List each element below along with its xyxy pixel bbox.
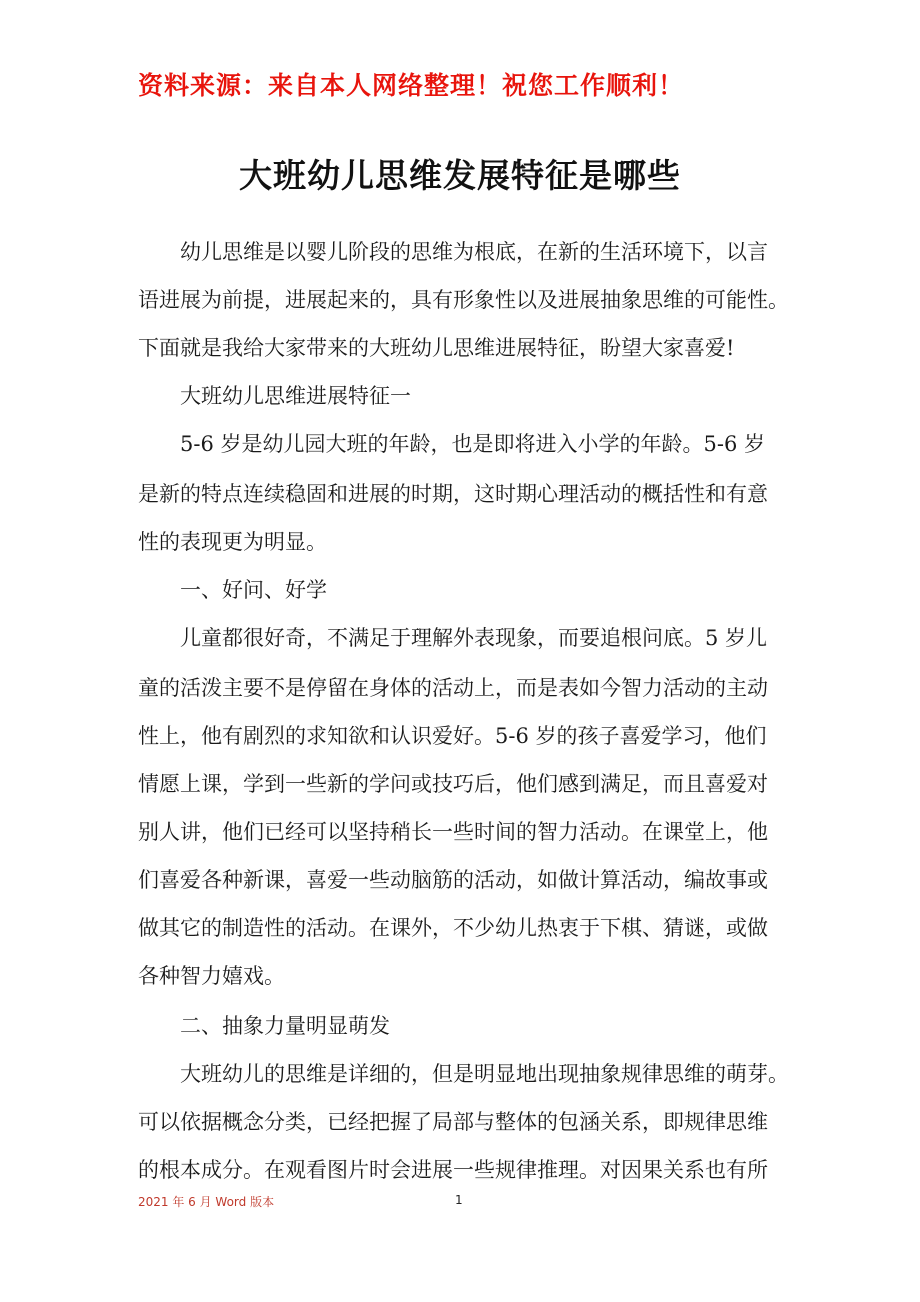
section-heading: 大班幼儿思维进展特征一 (180, 384, 411, 408)
paragraph-line: 性的表现更为明显。 (138, 530, 327, 554)
paragraph-line: 是新的特点连续稳固和进展的时期，这时期心理活动的概括性和有意 (138, 482, 768, 506)
paragraph-line: 儿童都很好奇，不满足于理解外表现象，而要追根问底。5 岁儿 (180, 626, 768, 650)
section-heading: 二、抽象力量明显萌发 (180, 1014, 390, 1038)
paragraph-line: 可以依据概念分类，已经把握了局部与整体的包涵关系，即规律思维 (138, 1110, 768, 1134)
paragraph-line: 们喜爱各种新课，喜爱一些动脑筋的活动，如做计算活动，编故事或 (138, 868, 768, 892)
paragraph-line: 语进展为前提，进展起来的，具有形象性以及进展抽象思维的可能性。 (138, 288, 789, 312)
paragraph-line: 下面就是我给大家带来的大班幼儿思维进展特征，盼望大家喜爱! (138, 336, 735, 360)
section-heading: 一、好问、好学 (180, 578, 327, 602)
paragraph-line: 别人讲，他们已经可以坚持稍长一些时间的智力活动。在课堂上，他 (138, 820, 768, 844)
footer-date: 2021 年 6 月 Word 版本 (138, 1195, 275, 1209)
paragraph-line: 做其它的制造性的活动。在课外，不少幼儿热衷于下棋、猜谜，或做 (138, 916, 768, 940)
document-title: 大班幼儿思维发展特征是哪些 (239, 156, 681, 195)
paragraph-line: 的根本成分。在观看图片时会进展一些规律推理。对因果关系也有所 (138, 1158, 768, 1182)
paragraph-line: 情愿上课，学到一些新的学问或技巧后，他们感到满足，而且喜爱对 (138, 772, 768, 796)
source-banner: 资料来源：来自本人网络整理！祝您工作顺利！ (138, 71, 685, 100)
paragraph-line: 大班幼儿的思维是详细的，但是明显地出现抽象规律思维的萌芽。 (180, 1062, 789, 1086)
paragraph-line: 性上，他有剧烈的求知欲和认识爱好。5-6 岁的孩子喜爱学习，他们 (138, 724, 767, 748)
paragraph-line: 5-6 岁是幼儿园大班的年龄，也是即将进入小学的年龄。5-6 岁 (180, 432, 765, 456)
page-number: 1 (455, 1193, 463, 1207)
paragraph-line: 幼儿思维是以婴儿阶段的思维为根底，在新的生活环境下，以言 (180, 240, 768, 264)
paragraph-line: 童的活泼主要不是停留在身体的活动上，而是表如今智力活动的主动 (138, 676, 768, 700)
paragraph-line: 各种智力嬉戏。 (138, 964, 285, 988)
